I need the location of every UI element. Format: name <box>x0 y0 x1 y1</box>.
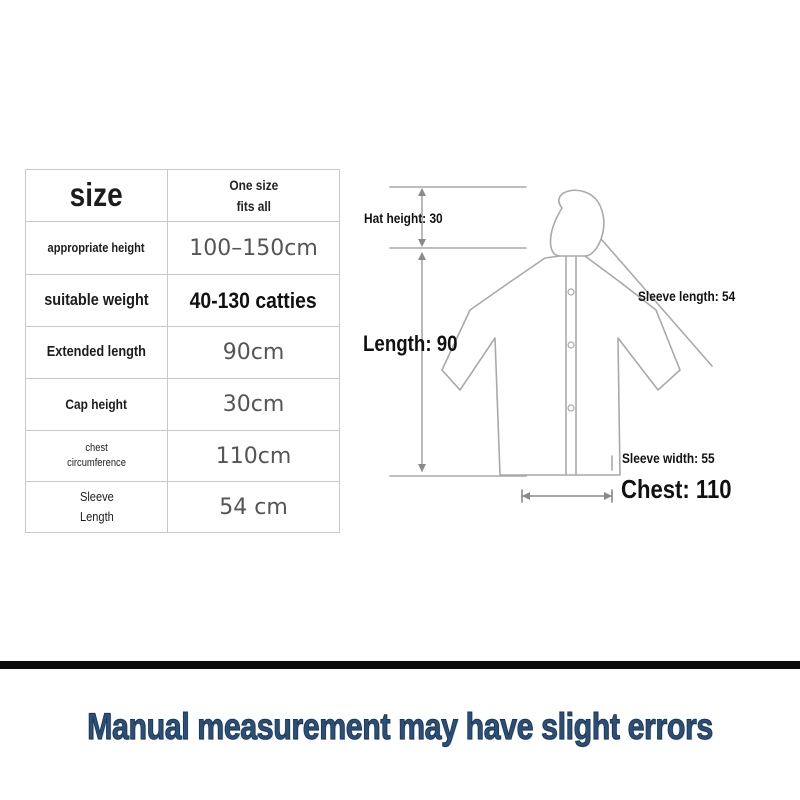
table-row <box>26 327 339 379</box>
row-value-extended-length: 90cm <box>222 340 285 365</box>
size-table-header-value-cell <box>168 170 339 221</box>
size-table-header-row <box>26 170 339 222</box>
row-label-appropriate-height: appropriate height <box>47 240 146 256</box>
row-value-cell <box>168 222 339 274</box>
row-label-cell <box>26 275 168 326</box>
row-value-sleeve-length: 54 cm <box>219 494 288 520</box>
row-value-cell <box>168 482 339 532</box>
sleeve-width-label: Sleeve width: 55 <box>622 450 715 466</box>
table-row <box>26 379 339 431</box>
coat-button <box>568 342 574 348</box>
sleeve-length-label: Sleeve length: 54 <box>638 288 736 304</box>
row-value-appropriate-height: 100–150cm <box>189 235 318 261</box>
row-label-cap-height: Cap height <box>65 396 128 413</box>
chest-label: Chest: 110 <box>621 474 732 504</box>
length-label: Length: 90 <box>363 331 458 356</box>
coat-button <box>568 405 574 411</box>
row-label-cell <box>26 379 168 430</box>
coat-button <box>568 289 574 295</box>
table-row <box>26 275 339 327</box>
size-header-label: size <box>69 176 124 214</box>
row-value-cell <box>168 327 339 378</box>
hat-height-label: Hat height: 30 <box>364 210 443 226</box>
row-value-suitable-weight: 40-130 catties <box>189 287 317 313</box>
section-divider <box>0 661 800 669</box>
row-value-chest-circumference: 110cm <box>215 443 292 469</box>
row-label-chest-circumference: chest circumference <box>67 442 126 469</box>
row-label-sleeve-length: Sleeve Length <box>79 488 114 524</box>
table-row <box>26 222 339 275</box>
measurement-disclaimer: Manual measurement may have slight errors <box>87 706 713 747</box>
table-row <box>26 482 339 532</box>
row-label-cell <box>26 327 168 378</box>
row-value-cap-height: 30cm <box>222 392 285 417</box>
size-table <box>25 169 340 533</box>
row-label-extended-length: Extended length <box>46 343 147 361</box>
hood-shape <box>551 190 604 256</box>
size-table-header-label-cell <box>26 170 168 221</box>
row-value-cell <box>168 431 339 481</box>
raincoat-measurement-diagram <box>350 170 800 520</box>
row-label-cell <box>26 431 168 481</box>
table-row <box>26 431 339 482</box>
row-label-suitable-weight: suitable weight <box>44 290 149 310</box>
row-label-cell <box>26 482 168 532</box>
row-value-cell <box>168 379 339 430</box>
row-value-cell <box>168 275 339 326</box>
row-label-cell <box>26 222 168 274</box>
size-header-value: One size fits all <box>229 176 278 214</box>
